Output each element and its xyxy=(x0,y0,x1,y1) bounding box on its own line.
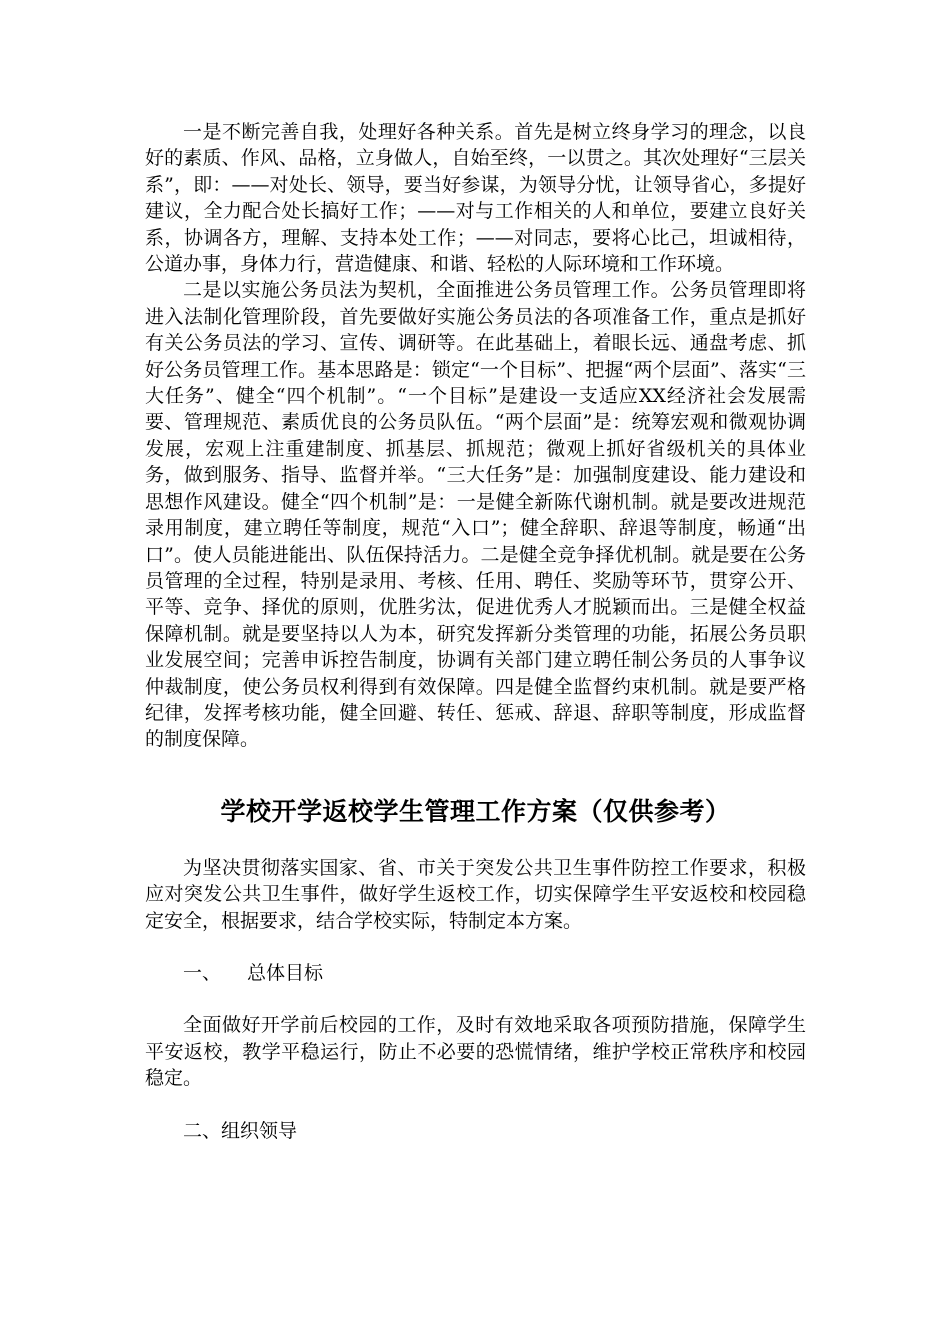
document-title: 学校开学返校学生管理工作方案（仅供参考） xyxy=(220,796,731,826)
section-heading-text: 总体目标 xyxy=(247,961,324,984)
section-heading-number: 一、 xyxy=(183,961,222,984)
paragraph-overall-goal: 全面做好开学前后校园的工作，及时有效地采取各项预防措施，保障学生平安返校，教学平稳运行，防止不必要的恐慌情绪，维护学校正常秩序和校园稳定。 xyxy=(145,1014,806,1090)
section-heading-overall-goal xyxy=(145,960,806,986)
paragraph-self-improvement: 一是不断完善自我，处理好各种关系。首先是树立终身学习的理念，以良好的素质、作风、品格，立身做人，自始至终，一以贯之。其次处理好“三层关系”，即：——对处长、领导，要当好参谋，为领导分忧，让领导省心，多提好建议，全力配合处长搞好工作；——对与工作相关的人和单位，要建立良好关系，协调各方，理解、支持本处工作；——对同志，要将心比己，坦诚相待，公道办事，身体力行，营造健康、和谐、轻松的人际环境和工作环境。 xyxy=(145,121,806,276)
paragraph-introduction: 为坚决贯彻落实国家、省、市关于突发公共卫生事件防控工作要求，积极应对突发公共卫生事件，做好学生返校工作，切实保障学生平安返校和校园稳定安全，根据要求，结合学校实际，特制定本方案。 xyxy=(145,856,806,932)
document-page xyxy=(145,119,806,1144)
section-heading-organization: 二、组织领导 xyxy=(183,1119,298,1142)
paragraph-civil-servant-law: 二是以实施公务员法为契机，全面推进公务员管理工作。公务员管理即将进入法制化管理阶段，首先要做好实施公务员法的各项准备工作，重点是抓好有关公务员法的学习、宣传、调研等。在此基础上，着眼长远、通盘考虑、抓好公务员管理工作。基本思路是：锁定“一个目标”、把握“两个层面”、落实“三大任务”、健全“四个机制”。“一个目标”是建设一支适应XX经济社会发展需要、管理规范、素质优良的公务员队伍。“两个层面”是：统筹宏观和微观协调发展，宏观上注重建制度、抓基层、抓规范；微观上抓好省级机关的具体业务，做到服务、指导、监督并举。“三大任务”是：加强制度建设、能力建设和思想作风建设。健全“四个机制”是：一是健全新陈代谢机制。就是要改进规范录用制度，建立聘任等制度，规范“入口”；健全辞职、辞退等制度，畅通“出口”。使人员能进能出、队伍保持活力。二是健全竞争择优机制。就是要在公务员管理的全过程，特别是录用、考核、任用、聘任、奖励等环节，贯穿公开、平等、竞争、择优的原则，优胜劣汰，促进优秀人才脱颖而出。三是健全权益保障机制。就是要坚持以人为本，研究发挥新分类管理的功能，拓展公务员职业发展空间；完善申诉控告制度，协调有关部门建立聘任制公务员的人事争议仲裁制度，使公务员权利得到有效保障。四是健全监督约束机制。就是要严格纪律，发挥考核功能，健全回避、转任、惩戒、辞退、辞职等制度，形成监督的制度保障。 xyxy=(145,279,806,751)
